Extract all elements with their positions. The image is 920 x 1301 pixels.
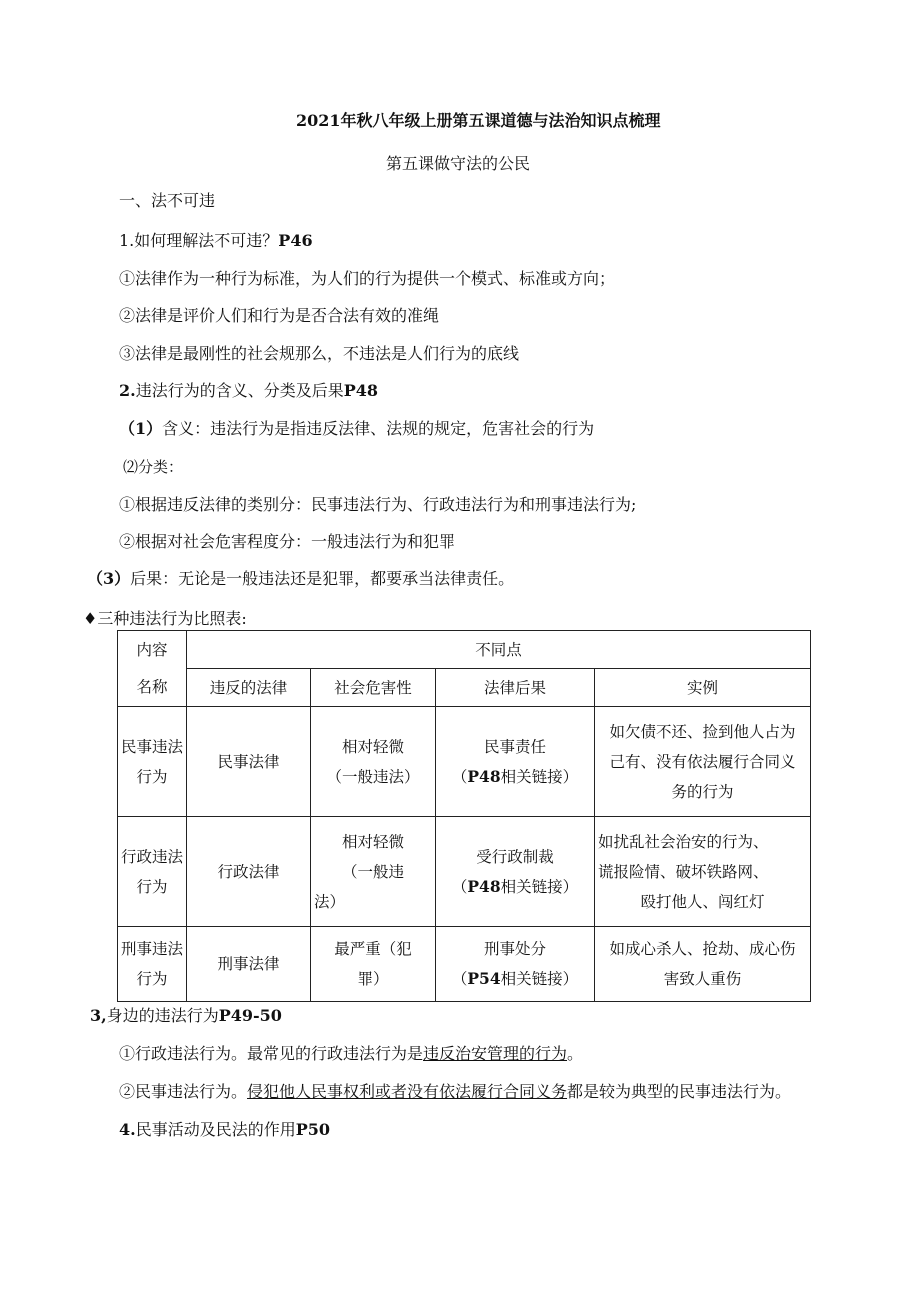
table-row [118,817,811,927]
row-example-line: 谎报险情、破坏铁路网、 [598,862,769,881]
group-header-cell: 不同点 [187,631,811,669]
question-2-definition [119,418,594,440]
question-1-point-2: ②法律是评价人们和行为是否合法有效的准绳 [119,306,440,325]
row-result-cell [436,707,595,817]
row-harm-c: 法） [314,892,346,911]
page-title: 2021年秋八年级上册第五课道德与法治知识点梳理 [296,111,661,130]
row-example-line: 殴打他人、闯红灯 [640,892,765,911]
row-harm-b: （一般违 [341,862,404,881]
question-3-point-1 [119,1043,583,1065]
row-harm-cell [311,707,436,817]
row-example-line: 害致人重伤 [663,970,742,988]
row-result-a: 受行政制裁 [476,847,554,866]
page-subtitle: 第五课做守法的公民 [386,154,531,173]
question-2 [119,380,378,402]
definition-text: 含义：违法行为是指违反法律、法规的规定，危害社会的行为 [162,419,595,438]
corner-top-cell: 内容 [118,631,187,669]
row-result-link: 相关链接） [500,767,579,786]
row-result-link: 相关链接） [500,877,579,896]
row-harm-b: 罪） [357,970,389,988]
question-2-result [87,568,514,590]
row-example-line: 己有、没有依法履行合同义 [609,752,796,771]
question-4-ref: P50 [295,1120,331,1139]
question-2-ref: P48 [343,381,379,400]
question-2-classification: ⑵分类： [123,458,184,476]
row-name-cell [118,927,187,1002]
question-1-ref: P46 [278,231,313,250]
row-result-open: （ [451,767,468,786]
row-harm-a: 相对轻微 [341,737,404,756]
row-law-cell: 民事法律 [187,707,311,817]
table-row [118,927,811,1002]
comparison-table [117,630,811,1002]
question-1 [119,230,313,252]
row-name-a: 行政违法 [121,847,184,866]
section-heading: 一、法不可违 [119,191,216,210]
row-result-link: 相关链接） [500,970,579,988]
question-1-text: 如何理解法不可违？ [134,231,279,250]
table-row [118,707,811,817]
header-law: 违反的法律 [187,669,311,707]
row-result-cell [436,817,595,927]
row-name-a: 民事违法 [121,737,184,756]
table-header-row-2 [118,669,811,707]
row-harm-a: 最严重（犯 [334,940,412,958]
row-example-line: 如成心杀人、抢劫、成心伤 [609,940,796,958]
row-name-cell [118,707,187,817]
question-1-point-1: ①法律作为一种行为标准，为人们的行为提供一个模式、标准或方向； [119,269,616,288]
question-3-num: 3, [90,1006,107,1025]
question-3 [90,1005,282,1027]
question-3-ref: P49-50 [218,1006,282,1025]
row-result-ref: P48 [467,876,501,896]
row-example-line: 如扰乱社会治安的行为、 [598,832,769,851]
row-harm-cell [311,927,436,1002]
question-2-num: 2. [119,381,136,400]
definition-num: （1） [119,419,163,438]
header-example: 实例 [595,669,811,707]
row-result-b [439,762,591,792]
question-3-point-2 [119,1081,791,1103]
point-1-underlined: 违反治安管理的行为 [423,1044,568,1063]
point-2-text: ②民事违法行为。 [119,1082,248,1101]
row-name-b: 行为 [136,970,168,988]
row-name-b: 行为 [136,877,168,896]
point-1-end: 。 [567,1044,584,1063]
row-result-a: 民事责任 [483,737,546,756]
row-harm-b: （一般违法） [326,767,420,786]
row-result-b [439,964,591,994]
question-1-num: 1. [119,231,135,250]
row-law-cell: 行政法律 [187,817,311,927]
table-caption: ♦三种违法行为比照表: [83,609,247,628]
result-text: 后果：无论是一般违法还是犯罪，都要承当法律责任。 [130,569,515,588]
header-harm: 社会危害性 [311,669,436,707]
point-2-end: 都是较为典型的民事违法行为。 [567,1082,792,1101]
row-result-ref: P54 [467,969,501,988]
row-name-cell [118,817,187,927]
corner-bottom-cell: 名称 [118,669,187,707]
question-3-text: 身边的违法行为 [106,1006,219,1025]
row-result-ref: P48 [467,766,501,786]
question-4 [119,1119,330,1141]
point-2-underlined: 侵犯他人民事权利或者没有依法履行合同义务 [247,1082,568,1101]
header-result: 法律后果 [436,669,595,707]
result-num: （3） [87,569,131,588]
row-name-b: 行为 [136,767,168,786]
row-result-b [439,872,591,902]
question-1-point-3: ③法律是最刚性的社会规那么，不违法是人们行为的底线 [119,344,520,363]
row-example-line: 务的行为 [671,782,734,801]
row-name-a: 刑事违法 [121,940,184,958]
question-4-num: 4. [119,1120,136,1139]
row-example-line: 如欠债不还、捡到他人占为 [609,722,796,741]
row-result-cell [436,927,595,1002]
row-example-cell [595,817,811,927]
row-result-open: （ [451,877,468,896]
row-example-cell [595,927,811,1002]
row-harm-a: 相对轻微 [341,832,404,851]
classification-point-2: ②根据对社会危害程度分：一般违法行为和犯罪 [119,532,456,551]
question-2-text: 违法行为的含义、分类及后果 [135,381,344,400]
question-4-text: 民事活动及民法的作用 [135,1120,296,1139]
table-header-row-1 [118,631,811,669]
point-1-text: ①行政违法行为。最常见的行政违法行为是 [119,1044,424,1063]
row-law-cell: 刑事法律 [187,927,311,1002]
row-result-open: （ [451,970,468,988]
row-example-cell [595,707,811,817]
row-result-a: 刑事处分 [483,940,546,958]
row-harm-cell [311,817,436,927]
classification-point-1: ①根据违反法律的类别分：民事违法行为、行政违法行为和刑事违法行为; [119,495,637,514]
